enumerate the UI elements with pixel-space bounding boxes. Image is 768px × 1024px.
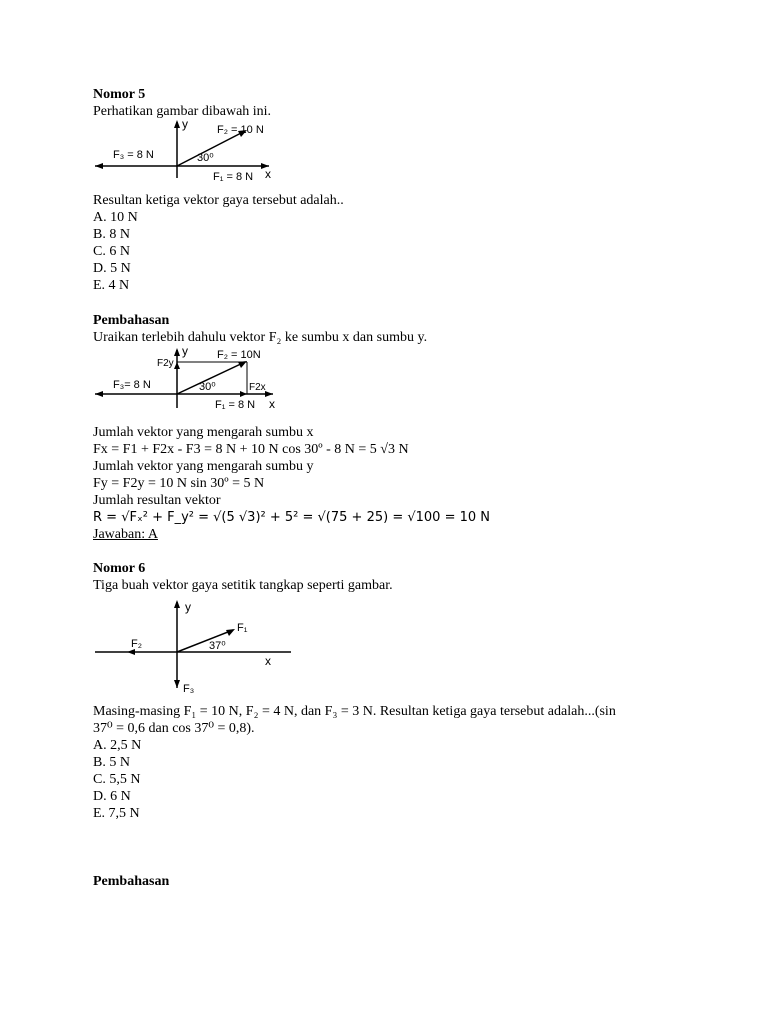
solution-5-intro: Uraikan terlebih dahulu vektor F₂ ke sumbu x dan sumbu y. xyxy=(93,330,428,345)
angle-label: 37⁰ xyxy=(209,640,226,652)
solution-line-2: Fx = F1 + F2x - F3 = 8 N + 10 N cos 30º - 8 N = 5 √3 N xyxy=(93,442,409,457)
f2x-label: F2x xyxy=(249,382,266,393)
y-axis-label: y xyxy=(185,600,191,614)
solution-6-title: Pembahasan xyxy=(93,874,170,889)
question-5-text: Resultan ketiga vektor gaya tersebut adalah.. xyxy=(93,193,344,208)
y-axis-label: y xyxy=(182,120,188,131)
angle-label: 30⁰ xyxy=(197,152,214,164)
solution-line-3: Jumlah vektor yang mengarah sumbu y xyxy=(93,459,314,474)
question-5-title: Nomor 5 xyxy=(93,87,146,102)
option-b: B. 8 N xyxy=(93,227,130,242)
y-axis-label: y xyxy=(182,346,188,358)
document-page xyxy=(93,86,713,890)
f1-label: F₁ = 8 N xyxy=(213,171,254,183)
f2-label: F₂ xyxy=(131,638,142,650)
f2y-label: F2y xyxy=(157,358,174,369)
option-c: C. 6 N xyxy=(93,244,130,259)
option-e: E. 7,5 N xyxy=(93,806,140,821)
f1-label: F₁ = 8 N xyxy=(215,399,256,411)
option-c: C. 5,5 N xyxy=(93,772,141,787)
f3-label: F₃= 8 N xyxy=(113,379,151,391)
option-d: D. 6 N xyxy=(93,789,131,804)
option-a: A. 2,5 N xyxy=(93,738,142,753)
option-a: A. 10 N xyxy=(93,210,138,225)
question-6-intro: Tiga buah vektor gaya setitik tangkap seperti gambar. xyxy=(93,578,393,593)
solution-line-1: Jumlah vektor yang mengarah sumbu x xyxy=(93,425,314,440)
solution-line-4: Fy = F2y = 10 N sin 30º = 5 N xyxy=(93,476,265,491)
question-5-intro: Perhatikan gambar dibawah ini. xyxy=(93,104,272,119)
question-6-title: Nomor 6 xyxy=(93,561,146,576)
solution-5-title: Pembahasan xyxy=(93,313,170,328)
x-axis-label: x xyxy=(265,654,271,668)
x-axis-label: x xyxy=(269,397,275,411)
solution-formula: R = √Fₓ² + F_y² = √(5 √3)² + 5² = √(75 + 25) = √100 = 10 N xyxy=(93,510,491,525)
question-6-text-line-2: 37⁰ = 0,6 dan cos 37⁰ = 0,8). xyxy=(93,721,255,736)
question-6-text-line-1: Masing-masing F₁ = 10 N, F₂ = 4 N, dan F₃ = 3 N. Resultan ketiga gaya tersebut adalah...(sin xyxy=(93,704,616,719)
f1-label: F₁ xyxy=(237,622,248,634)
figure-question-5 xyxy=(93,120,293,184)
option-b: B. 5 N xyxy=(93,755,130,770)
figure-question-6 xyxy=(93,598,293,698)
f2-label: F₂ = 10 N xyxy=(217,124,264,136)
option-d: D. 5 N xyxy=(93,261,131,276)
f3-label: F₃ xyxy=(183,683,195,695)
f3-label: F₃ = 8 N xyxy=(113,149,154,161)
x-axis-label: x xyxy=(265,167,271,181)
solution-line-5: Jumlah resultan vektor xyxy=(93,493,221,508)
option-e: E. 4 N xyxy=(93,278,130,293)
answer-label: Jawaban: A xyxy=(93,527,158,542)
angle-label: 30⁰ xyxy=(199,381,216,393)
figure-solution-5 xyxy=(93,346,293,414)
f2-label: F₂ = 10N xyxy=(217,349,261,361)
